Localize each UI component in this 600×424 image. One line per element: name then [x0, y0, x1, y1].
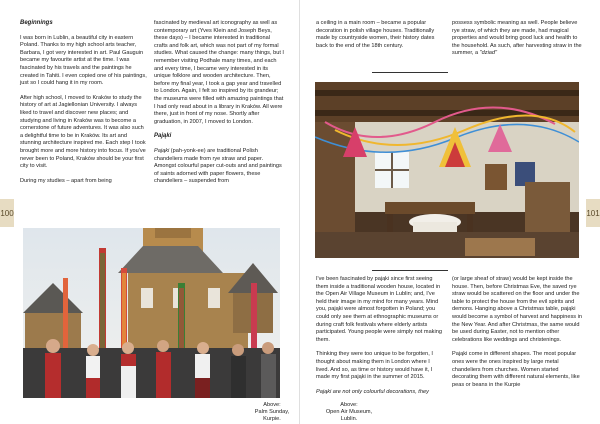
palm-sunday-illustration: [23, 228, 280, 398]
photo-caption-left: Above: Palm Sunday, Kurpie.: [254, 402, 290, 423]
paragraph: During my studies – apart from being: [20, 177, 112, 184]
page-number-tab-right: 101: [586, 199, 600, 227]
paragraph: possess symbolic meaning as well. People believe rye straw, of which they are made, had magical properties and would bring good luck and health to the household. As such, after harvesting straw in the summer, a "dziad": [452, 20, 582, 57]
right-text-column-1-bottom: [316, 276, 444, 403]
section-heading-pajaki: Pająki: [154, 133, 172, 140]
right-text-column-2-top: [452, 20, 582, 65]
left-text-column-1: [20, 20, 148, 192]
photo-caption-right: Above: Open Air Museum, Lublin.: [325, 402, 373, 423]
term: Pająki: [154, 147, 170, 154]
divider-rule: [372, 72, 448, 73]
paragraph: I was born in Lublin, a beautiful city in eastern Poland. Thanks to my high school arts teacher, Barbara, I got very interested in art. Paul Gauguin became my favourite artist at the time. I was fascinated by his travels and the paintings he created in Tahiti. I even copied one of his paintings, just so I could hang it in my room.: [20, 34, 147, 87]
open-air-museum-illustration: [315, 82, 579, 258]
paragraph: fascinated by medieval art iconography as well as contemporary art (Yves Klein and Joseph Beys, these days) – I became interested in traditional crafts and folk art, which was not part of my formal studies. What caused the change: many things, but I remember visiting Podhale many times, and each and every time, I became very interested in its unique folklore and wooden architecture. Then, before my final year, I took a gap year and travelled to London. Again, I felt so inspired by its grandeur; the museums were filled with amazing paintings that I had only read about in a library in Kraków. All were there, just in front of my nose. Shortly after graduation, in 2007, I moved to London.: [154, 20, 284, 125]
paragraph: Pająki come in different shapes. The most popular ones were the ones inspired by large metal chandeliers from churches. Women started decorating them with different natural elements, like peas or beans in the Kurpie: [452, 351, 580, 388]
left-text-column-2: [154, 20, 284, 193]
paragraph: Pająki (pah-yonk-ee) are traditional Polish chandeliers made from rye straw and paper. Amongst colourful paper cut-outs and and paintings of saints adorned with paper flowers, these chandeliers – suspended from: [154, 147, 282, 185]
section-heading-beginnings: Beginnings: [20, 20, 53, 26]
paragraph: a ceiling in a main room – became a popular decoration in polish village houses. Traditionally made by countryside women, their history dates back to the end of the 18th century.: [316, 20, 435, 49]
right-page: [300, 0, 600, 424]
term: "dziad": [479, 50, 498, 57]
paragraph: Pająki are not only colourful decorations, they: [316, 388, 429, 395]
paragraph: (or large sheaf of straw) would be kept inside the house. Then, before Christmas Eve, the saved rye straw would be scattered on the floor and under the table to protect the house from the evil spirits and demons. Hanging above a Christmas table, pająki would become a symbol of harvest and happiness in the New Year. And after Christmas, the same would be used during Easter, not to mention other celebrations like weddings and christenings.: [452, 276, 582, 343]
paragraph: I've been fascinated by pająki since first seeing them inside a traditional wooden house, located in the Open Air Village Museum in Lublin; and, I've held their image in my mind for many years. Mind you, pająki were almost forgotten in Poland; you could only see them at ethnographic museums or during craft folk festivals where elderly artists participated. Young people were simply not making them.: [316, 276, 442, 343]
right-text-column-2-bottom: [452, 276, 584, 396]
divider-rule: [372, 270, 448, 271]
paragraph: After high school, I moved to Kraków to study the history of art at Jagiellonian University. I always liked to travel and discover new places; and studying and living in Kraków was to become a cornerstone of future adventures. It was also such a delightful time to be in Kraków. Its art and stunning architecture inspired me. Each step I took brought more and more history into focus. If you've never been to Poland, Kraków should be your first city to visit.: [20, 94, 146, 170]
photo-open-air-museum: [315, 82, 579, 258]
photo-palm-sunday: [23, 228, 280, 398]
page-number-tab-left: 100: [0, 199, 14, 227]
paragraph: Thinking they were too unique to be forgotten, I thought about making them in London where I lived. And so, as time or history would have it, I made my first pająki in the summer of 2015.: [316, 351, 433, 381]
right-text-column-1-top: [316, 20, 444, 57]
